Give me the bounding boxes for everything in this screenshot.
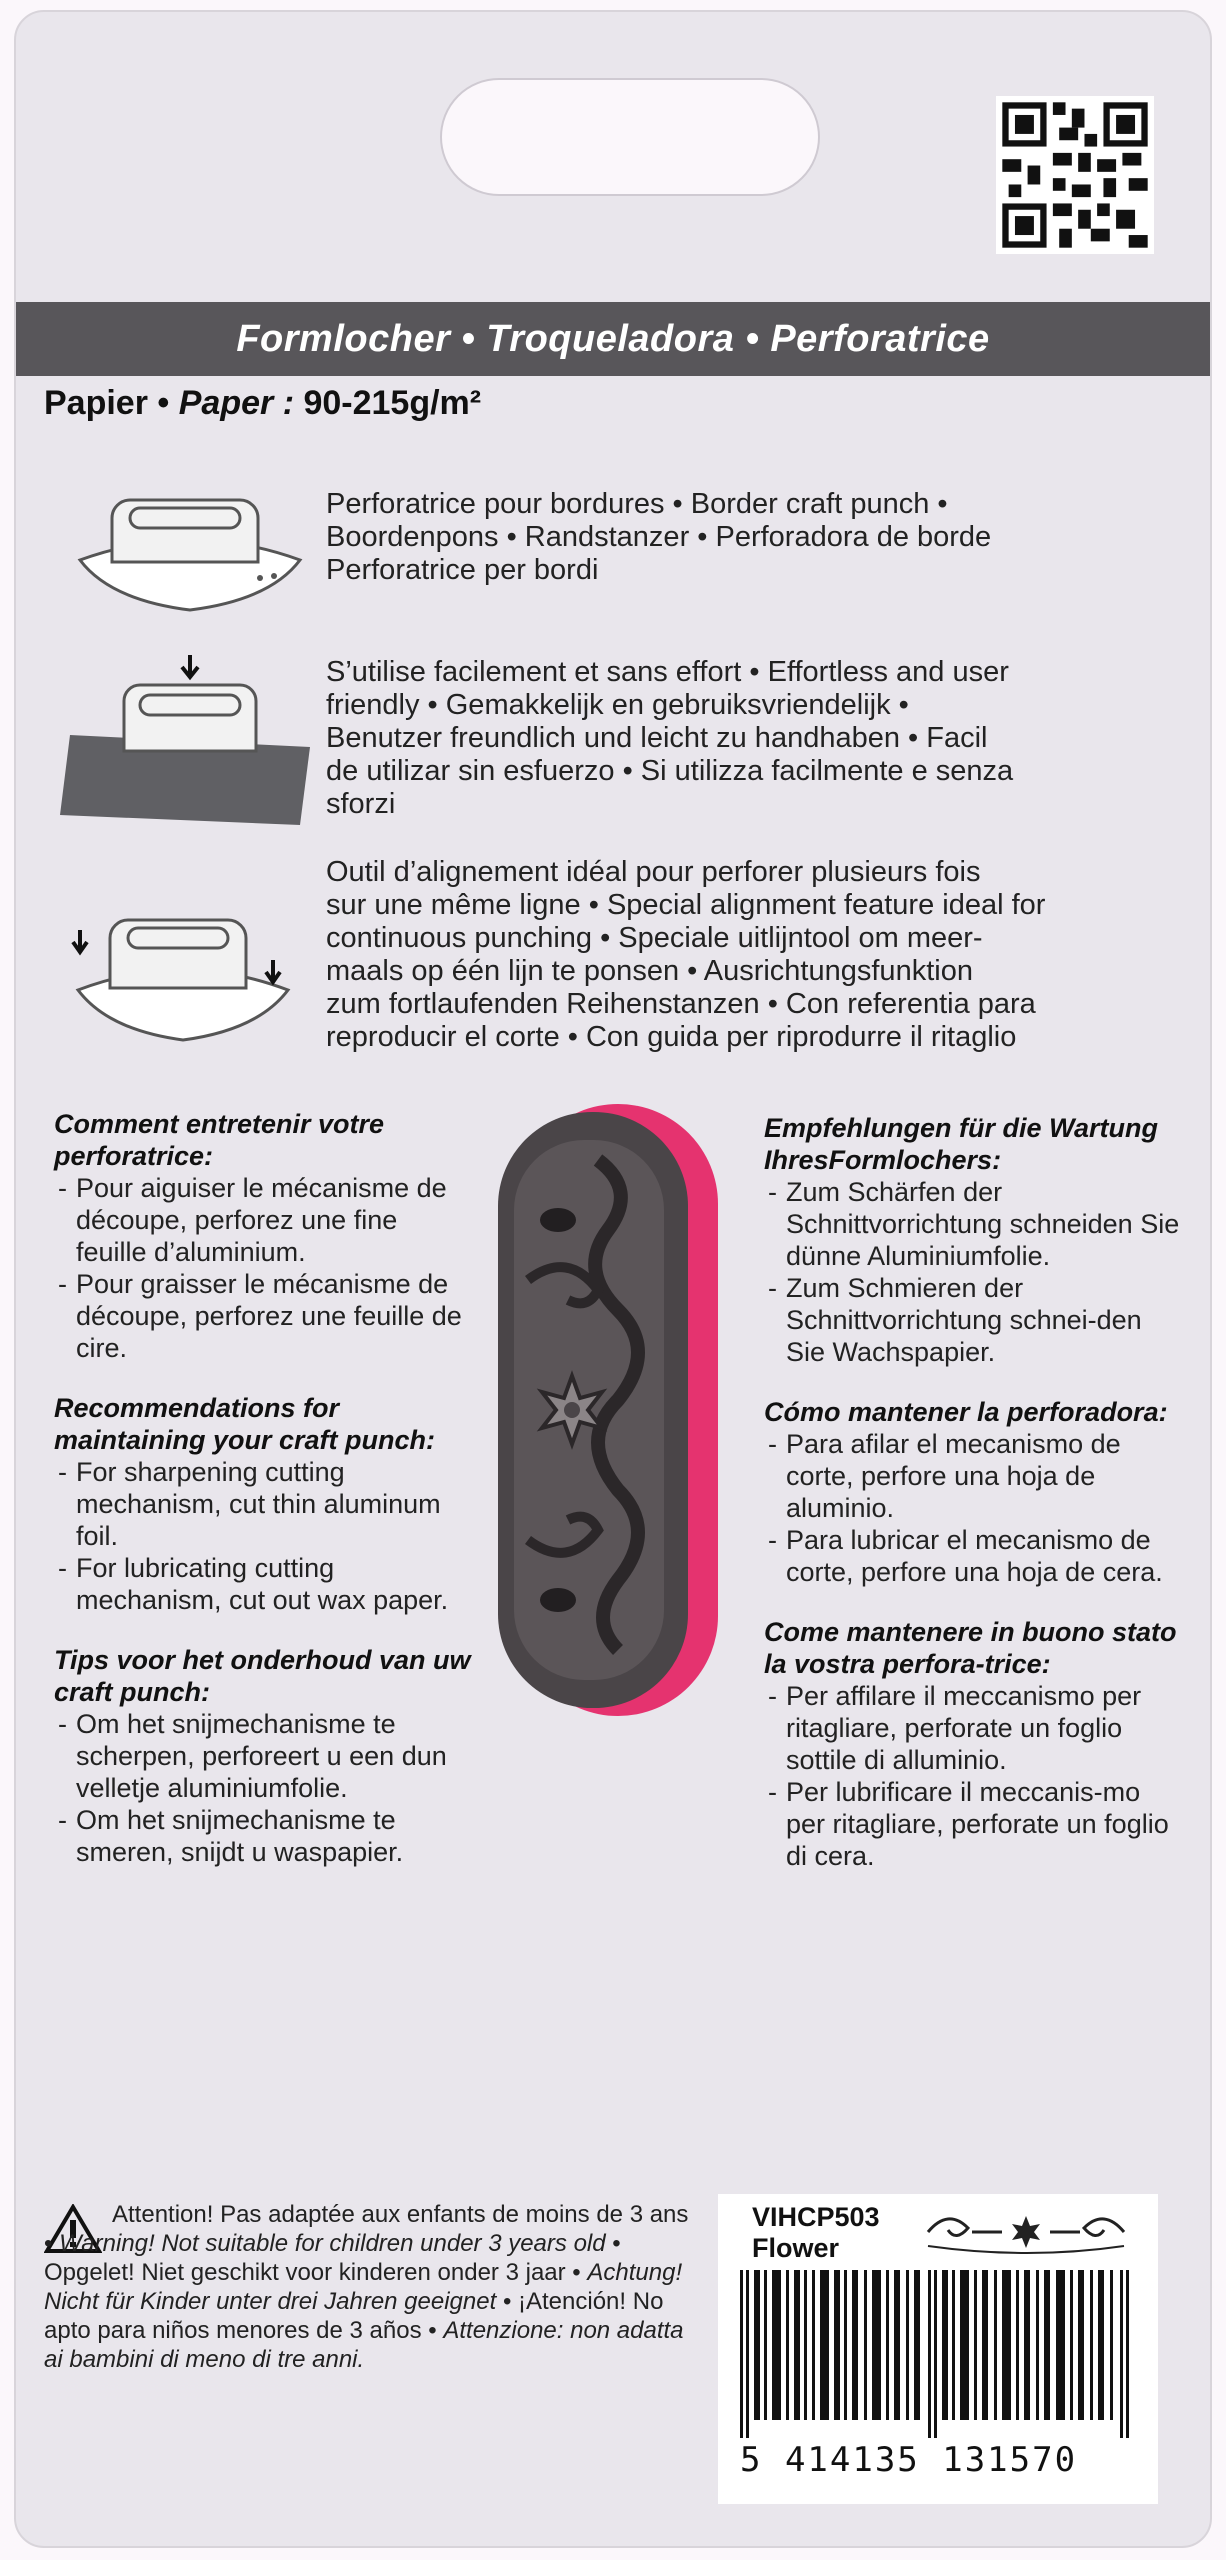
care-title: Cómo mantener la perforadora: — [764, 1397, 1168, 1427]
care-item: - For lubricating cutting mechanism, cut out wax paper. — [54, 1552, 474, 1616]
care-block-it — [764, 1616, 1184, 1872]
feature-line: sforzi — [326, 788, 396, 820]
feature-line: sur une même ligne • Special alignment feature ideal for — [326, 889, 1046, 921]
feature-line: S’utilise facilement et sans effort • Effortless and user — [326, 656, 1009, 688]
care-item: - Zum Schärfen der Schnittvorrichtung schneiden Sie dünne Aluminiumfolie. — [764, 1176, 1184, 1272]
product-name: Flower — [752, 2233, 840, 2263]
barcode — [740, 2270, 1140, 2438]
care-item: - Para afilar el mecanismo de corte, perfore una hoja de aluminio. — [764, 1428, 1184, 1524]
care-block-de — [764, 1112, 1184, 1368]
care-item: - Per affilare il meccanismo per ritagliare, perforate un foglio sottile di alluminio. — [764, 1680, 1184, 1776]
paper-weight — [44, 384, 481, 423]
care-title: Comment entretenir votre perforatrice: — [54, 1109, 385, 1171]
qr-code-icon — [996, 96, 1154, 254]
care-title: Come mantenere in buono stato la vostra perfora-trice: — [764, 1617, 1177, 1679]
care-block-fr — [54, 1108, 474, 1364]
punch-illustration-1 — [70, 460, 310, 620]
care-title: Empfehlungen für die Wartung IhresFormlochers: — [764, 1113, 1158, 1175]
care-block-nl — [54, 1644, 474, 1868]
feature-line: Perforatrice pour bordures • Border craft punch • — [326, 488, 948, 520]
care-instructions-left — [54, 1108, 474, 1896]
warning-text: Attenzione: non adatta ai bambini di meno di tre anni. — [44, 2317, 684, 2373]
care-item: - Pour aiguiser le mécanisme de découpe, perforez une fine feuille d’aluminium. — [54, 1172, 474, 1268]
care-item: - Om het snijmechanisme te scherpen, perforeert u een dun velletje aluminiumfolie. — [54, 1708, 474, 1804]
feature-alignment — [326, 856, 1186, 1054]
craft-punch-product — [488, 1100, 728, 1720]
feature-border-punch — [326, 488, 1186, 587]
care-block-es — [764, 1396, 1184, 1588]
warning-text: Achtung! Nicht für Kinder unter drei Jahren geeignet — [44, 2259, 683, 2315]
care-title: Tips voor het onderhoud van uw craft punch: — [54, 1645, 471, 1707]
feature-line: continuous punching • Speciale uitlijntool om meer- — [326, 922, 983, 954]
feature-line: friendly • Gemakkelijk en gebruiksvriendelijk • — [326, 689, 909, 721]
care-item: - Zum Schmieren der Schnittvorrichtung schnei-den Sie Wachspapier. — [764, 1272, 1184, 1368]
warning-text: • Opgelet! Niet geschikt voor kinderen onder 3 jaar • — [44, 2230, 621, 2286]
safety-warning — [44, 2200, 694, 2374]
product-sku — [752, 2202, 880, 2264]
care-item: - Om het snijmechanisme te smeren, snijdt u waspapier. — [54, 1804, 474, 1868]
paper-label-en: Paper : — [178, 384, 295, 422]
care-item: - Pour graisser le mécanisme de découpe, perforez une feuille de cire. — [54, 1268, 474, 1364]
feature-effortless — [326, 656, 1186, 821]
warning-text: Warning! Not suitable for children under 3 years old — [59, 2230, 606, 2257]
feature-line: Perforatrice per bordi — [326, 554, 599, 586]
care-title: Recommendations for maintaining your craft punch: — [54, 1393, 436, 1455]
warning-text: Attention! Pas adaptée aux enfants de moins de 3 ans • — [44, 2201, 689, 2257]
care-item: - Per lubrificare il meccanis-mo per ritagliare, perforate un foglio di cera. — [764, 1776, 1184, 1872]
feature-line: reproducir el corte • Con guida per riprodurre il ritaglio — [326, 1021, 1017, 1053]
feature-line: zum fortlaufenden Reihenstanzen • Con referentia para — [326, 988, 1036, 1020]
feature-line: de utilizar sin esfuerzo • Si utilizza facilmente e senza — [326, 755, 1014, 787]
hang-hole — [440, 78, 820, 196]
warning-text: • ¡Atención! No apto para niños menores de 3 años • — [44, 2288, 664, 2344]
punch-illustration-2 — [60, 655, 320, 825]
feature-line: Outil d’alignement idéal pour perforer plusieurs fois — [326, 856, 981, 888]
care-block-en — [54, 1392, 474, 1616]
feature-line: maals op één lijn te ponsen • Ausrichtungsfunktion — [326, 955, 973, 987]
paper-weight-value: 90-215g/m² — [303, 384, 482, 422]
border-pattern-icon — [918, 2202, 1134, 2256]
paper-label-fr: Papier • — [44, 384, 170, 422]
care-item: - For sharpening cutting mechanism, cut thin aluminum foil. — [54, 1456, 474, 1552]
barcode-number: 5 414135 131570 — [740, 2440, 1078, 2480]
product-code: VIHCP503 — [752, 2202, 880, 2232]
feature-line: Boordenpons • Randstanzer • Perforadora de borde — [326, 521, 992, 553]
feature-line: Benutzer freundlich und leicht zu handhaben • Facil — [326, 722, 988, 754]
care-item: - Para lubricar el mecanismo de corte, perfore una hoja de cera. — [764, 1524, 1184, 1588]
product-type-header: Formlocher • Troqueladora • Perforatrice — [16, 302, 1210, 376]
care-instructions-right — [764, 1112, 1184, 1900]
punch-illustration-3 — [68, 880, 298, 1050]
